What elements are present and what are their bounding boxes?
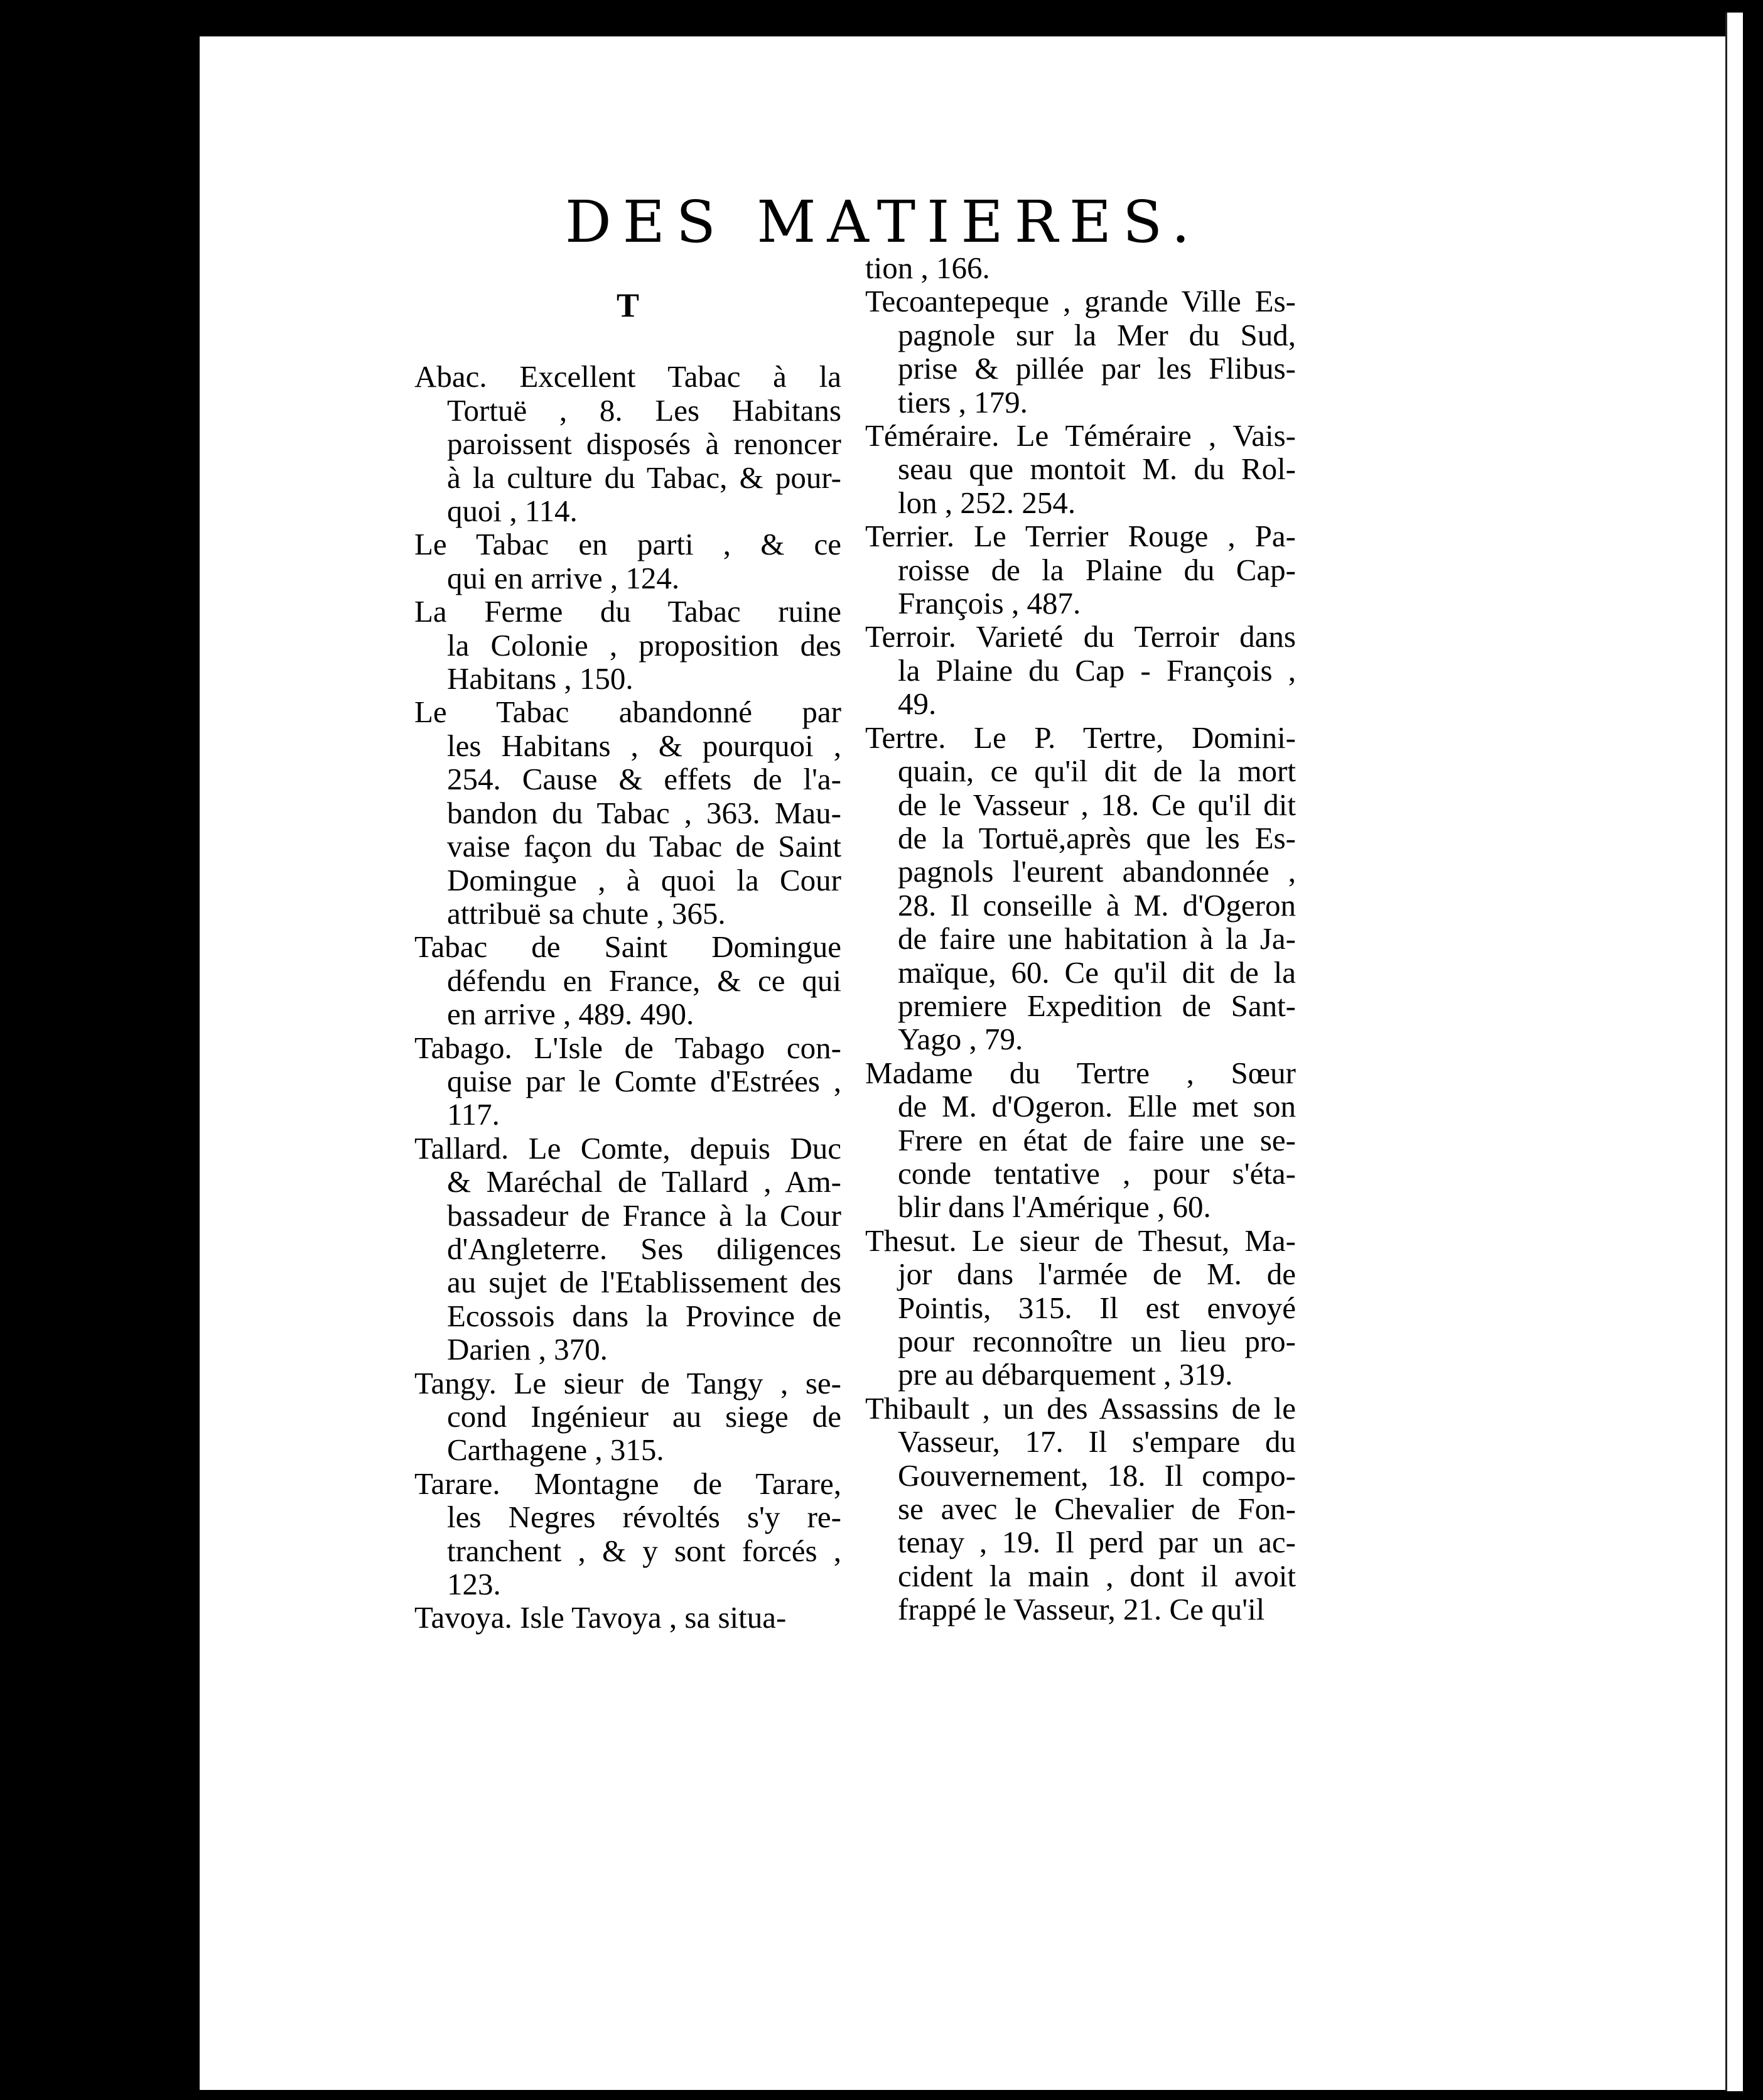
- entry-line: Tarare. Montagne de Tarare,: [414, 1466, 841, 1501]
- entry-line: tion , 166.: [865, 251, 990, 285]
- index-entry: [414, 1601, 841, 1634]
- entry-line: les Negres révoltés s'y re-: [447, 1500, 841, 1535]
- entry-line: Darien , 370.: [447, 1332, 608, 1367]
- entry-line: la Plaine du Cap - François ,: [898, 652, 1296, 688]
- index-entry: [414, 1367, 841, 1467]
- entry-line: en arrive , 489. 490.: [447, 997, 694, 1032]
- entry-line: 117.: [447, 1097, 500, 1132]
- entry-line: Téméraire. Le Téméraire , Vais-: [865, 418, 1296, 453]
- page-title: DES MATIERES.: [565, 188, 1202, 256]
- entry-line: pagnole sur la Mer du Sud,: [898, 317, 1296, 352]
- entry-line: lon , 252. 254.: [898, 485, 1076, 520]
- entry-line: Vasseur, 17. Il s'empare du: [898, 1424, 1296, 1459]
- entry-line: défendu en France, & ce qui: [447, 963, 841, 998]
- index-entry: [414, 1467, 841, 1601]
- entry-line: à la culture du Tabac, & pour-: [447, 460, 841, 495]
- index-entry: [414, 1132, 841, 1367]
- entry-line: Tangy. Le sieur de Tangy , se-: [414, 1365, 841, 1400]
- entry-line: Domingue , à quoi la Cour: [447, 862, 841, 897]
- entry-line: Pointis, 315. Il est envoyé: [898, 1290, 1296, 1325]
- index-entry: [414, 595, 841, 695]
- entry-line: cident la main , dont il avoit: [898, 1558, 1296, 1593]
- entry-line: 49.: [898, 686, 937, 722]
- entry-line: paroissent disposés à renoncer: [447, 426, 841, 462]
- entry-line: Abac. Excellent Tabac à la: [414, 359, 841, 394]
- entry-line: roisse de la Plaine du Cap-: [898, 552, 1296, 587]
- index-entry: [865, 251, 1296, 284]
- entry-line: de M. d'Ogeron. Elle met son: [898, 1089, 1296, 1124]
- entry-line: premiere Expedition de Sant-: [898, 988, 1296, 1023]
- entry-line: pagnols l'eurent abandonnée ,: [898, 854, 1296, 889]
- entry-line: quoi , 114.: [447, 494, 578, 529]
- left-column: [414, 251, 841, 1635]
- entry-line: Le Tabac abandonné par: [414, 695, 841, 730]
- entry-line: Tabago. L'Isle de Tabago con-: [414, 1030, 841, 1065]
- entry-line: quain, ce qu'il dit de la mort: [898, 754, 1296, 789]
- index-entry: [414, 1031, 841, 1132]
- section-letter: T: [616, 286, 640, 324]
- entry-line: conde tentative , pour s'éta-: [898, 1156, 1296, 1191]
- entry-line: Gouvernement, 18. Il compo-: [898, 1458, 1296, 1493]
- entry-line: Habitans , 150.: [447, 661, 633, 696]
- entry-line: 28. Il conseille à M. d'Ogeron: [898, 887, 1296, 923]
- entry-line: de la Tortuë,après que les Es-: [898, 820, 1296, 855]
- entry-line: Tecoantepeque , grande Ville Es-: [865, 284, 1296, 319]
- entry-line: attribuë sa chute , 365.: [447, 896, 726, 931]
- entry-line: Thibault , un des Assassins de le: [865, 1390, 1296, 1426]
- entry-line: blir dans l'Amérique , 60.: [898, 1189, 1211, 1225]
- entry-line: Tallard. Le Comte, depuis Duc: [414, 1130, 841, 1166]
- entry-line: Terrier. Le Terrier Rouge , Pa-: [865, 519, 1296, 554]
- entry-line: cond Ingénieur au siege de: [447, 1399, 841, 1434]
- entry-line: Le Tabac en parti , & ce: [414, 527, 841, 562]
- entry-line: tenay , 19. Il perd par un ac-: [898, 1525, 1296, 1560]
- entry-line: vaise façon du Tabac de Saint: [447, 829, 841, 864]
- entry-line: seau que montoit M. du Rol-: [898, 452, 1296, 487]
- index-entry: [865, 284, 1296, 419]
- entry-line: Ecossois dans la Province de: [447, 1298, 841, 1333]
- entry-line: frappé le Vasseur, 21. Ce qu'il: [898, 1592, 1265, 1627]
- entry-line: les Habitans , & pourquoi ,: [447, 728, 841, 763]
- entry-line: Thesut. Le sieur de Thesut, Ma-: [865, 1223, 1296, 1258]
- entry-line: Terroir. Varieté du Terroir dans: [865, 619, 1296, 654]
- index-entry: [865, 1056, 1296, 1224]
- index-entry: [865, 1224, 1296, 1392]
- index-entry: [865, 1392, 1296, 1626]
- entry-line: quise par le Comte d'Estrées ,: [447, 1063, 841, 1098]
- right-entries: [865, 251, 1296, 1626]
- entry-line: Tortuë , 8. Les Habitans: [447, 392, 841, 428]
- right-column: [865, 251, 1296, 1626]
- entry-line: bandon du Tabac , 363. Mau-: [447, 795, 841, 830]
- entry-line: Tertre. Le P. Tertre, Domini-: [865, 720, 1296, 755]
- entry-line: jor dans l'armée de M. de: [898, 1257, 1296, 1292]
- index-entry: [414, 360, 841, 528]
- entry-line: de faire une habitation à la Ja-: [898, 921, 1296, 956]
- entry-line: François , 487.: [898, 586, 1081, 621]
- entry-line: pour reconnoître un lieu pro-: [898, 1324, 1296, 1358]
- index-entry: [865, 419, 1296, 519]
- entry-line: La Ferme du Tabac ruine: [414, 594, 841, 629]
- entry-line: la Colonie , proposition des: [447, 627, 841, 663]
- entry-line: de le Vasseur , 18. Ce qu'il dit: [898, 787, 1296, 822]
- entry-line: & Maréchal de Tallard , Am-: [447, 1164, 841, 1199]
- entry-line: Tabac de Saint Domingue: [414, 929, 841, 965]
- entry-line: se avec le Chevalier de Fon-: [898, 1491, 1296, 1527]
- entry-line: au sujet de l'Etablissement des: [447, 1265, 841, 1300]
- entry-line: Frere en état de faire une se-: [898, 1122, 1296, 1157]
- entry-line: bassadeur de France à la Cour: [447, 1198, 841, 1233]
- entry-line: tiers , 179.: [898, 384, 1028, 419]
- entry-line: 123.: [447, 1567, 501, 1602]
- left-entries: [414, 360, 841, 1634]
- index-entry: [414, 695, 841, 930]
- entry-line: pre au débarquement , 319.: [898, 1357, 1233, 1392]
- scan-border: [1743, 13, 1763, 2100]
- entry-line: Yago , 79.: [898, 1022, 1023, 1057]
- entry-line: tranchent , & y sont forcés ,: [447, 1533, 841, 1568]
- entry-line: maïque, 60. Ce qu'il dit de la: [898, 955, 1296, 990]
- index-entry: [865, 519, 1296, 620]
- entry-line: 254. Cause & effets de l'a-: [447, 762, 841, 797]
- page-edge: [1725, 13, 1744, 2091]
- entry-line: d'Angleterre. Ses diligences: [447, 1231, 841, 1266]
- entry-line: Madame du Tertre , Sœur: [865, 1055, 1296, 1090]
- index-entry: [865, 721, 1296, 1056]
- index-entry: [414, 930, 841, 1031]
- entry-line: qui en arrive , 124.: [447, 560, 680, 595]
- index-entry: [414, 528, 841, 595]
- entry-line: Tavoya. Isle Tavoya , sa situa-: [414, 1600, 787, 1635]
- entry-line: Carthagene , 315.: [447, 1432, 664, 1468]
- entry-line: prise & pillée par les Flibus-: [898, 351, 1296, 386]
- index-entry: [865, 620, 1296, 720]
